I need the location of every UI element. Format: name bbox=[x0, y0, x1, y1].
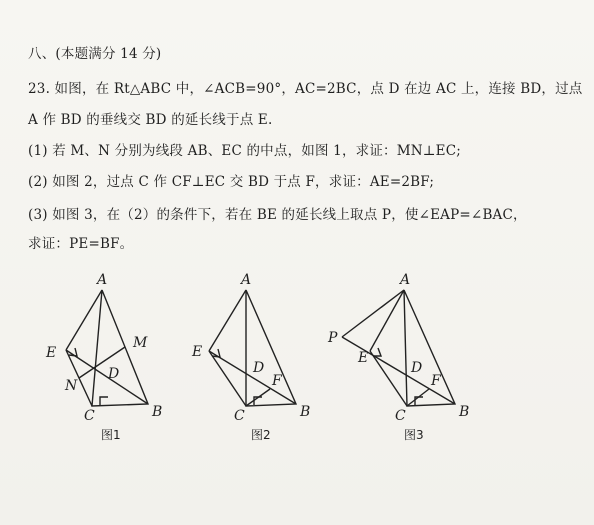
point-label-a: A bbox=[400, 272, 411, 288]
segment-ae bbox=[370, 290, 404, 351]
figure-3-caption: 图3 bbox=[404, 428, 424, 442]
point-label-f: F bbox=[272, 373, 282, 389]
figure-2-caption: 图2 bbox=[251, 428, 271, 442]
figure-1-caption: 图1 bbox=[101, 428, 121, 442]
segment-ec bbox=[209, 351, 246, 406]
point-label-a: A bbox=[241, 272, 252, 288]
figure-1 bbox=[45, 272, 162, 442]
point-label-c: C bbox=[395, 408, 406, 424]
point-label-d: D bbox=[253, 360, 265, 376]
right-angle-mark-e bbox=[373, 348, 381, 356]
problem-statement-line1: 23. 如图，在 Rt△ABC 中，∠ACB=90°，AC=2BC，点 D 在边 AC 上，连接 BD，过点 bbox=[28, 81, 583, 97]
point-label-m: M bbox=[133, 335, 148, 351]
problem-part2: (2) 如图 2，过点 C 作 CF⊥EC 交 BD 于点 F，求证：AE=2BF; bbox=[28, 174, 435, 190]
segment-ae bbox=[209, 290, 246, 351]
point-label-d: D bbox=[108, 366, 120, 382]
figure-3 bbox=[327, 272, 469, 442]
problem-statement-line2: A 作 BD 的垂线交 BD 的延长线于点 E. bbox=[28, 112, 273, 128]
right-angle-mark-c bbox=[100, 397, 108, 405]
problem-part1: (1) 若 M、N 分别为线段 AB、EC 的中点，如图 1，求证：MN⊥EC; bbox=[28, 143, 462, 159]
point-label-n: N bbox=[65, 378, 78, 394]
point-label-a: A bbox=[97, 272, 108, 288]
segment-ec bbox=[370, 351, 407, 406]
point-label-b: B bbox=[152, 404, 163, 420]
section-header: 八、(本题满分 14 分) bbox=[28, 46, 162, 62]
point-label-b: B bbox=[459, 404, 470, 420]
point-label-e: E bbox=[358, 350, 369, 366]
problem-part3-continued: 求证：PE=BF。 bbox=[28, 236, 134, 252]
segment-ap bbox=[342, 290, 404, 337]
point-label-c: C bbox=[84, 408, 95, 424]
point-label-d: D bbox=[411, 360, 423, 376]
problem-part3: (3) 如图 3，在（2）的条件下，若在 BE 的延长线上取点 P，使∠EAP=∠BAC， bbox=[28, 207, 527, 223]
segment-eb bbox=[209, 351, 296, 404]
point-label-f: F bbox=[431, 373, 441, 389]
point-label-c: C bbox=[234, 408, 245, 424]
point-label-e: E bbox=[192, 344, 203, 360]
point-label-b: B bbox=[300, 404, 311, 420]
point-label-e: E bbox=[46, 345, 57, 361]
figure-2 bbox=[191, 272, 310, 442]
point-label-p: P bbox=[328, 330, 338, 346]
segment-ae bbox=[66, 290, 102, 350]
